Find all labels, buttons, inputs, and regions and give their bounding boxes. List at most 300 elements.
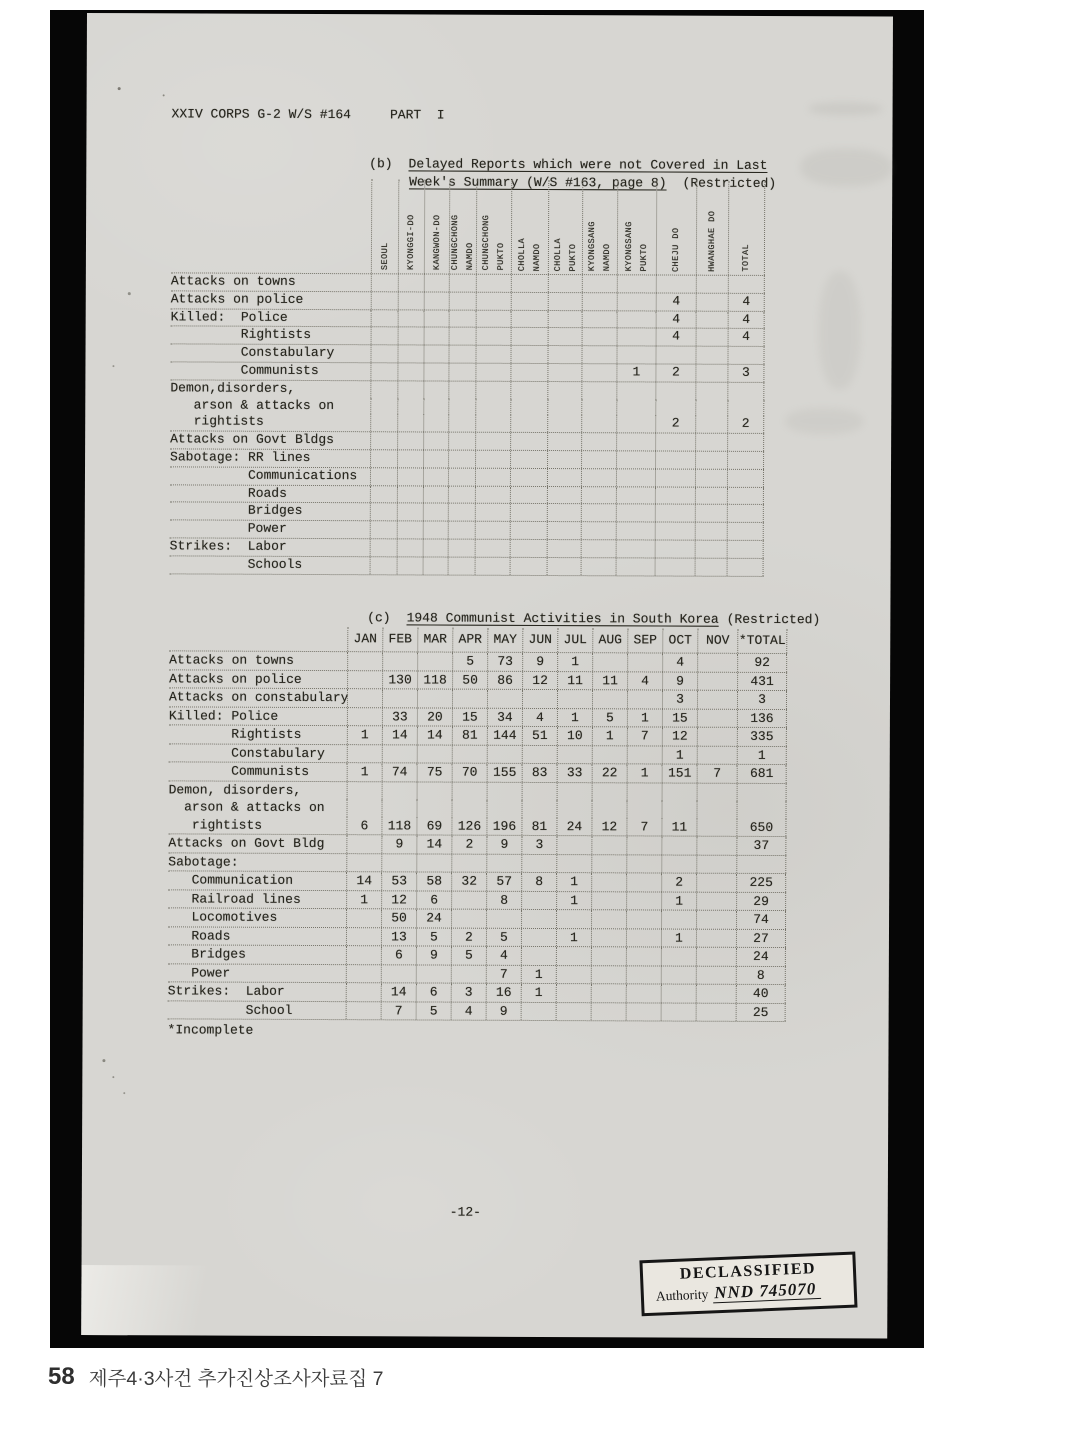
- table-cell: 2: [727, 416, 764, 433]
- table-cell: 81: [452, 727, 487, 745]
- table-cell: 5: [486, 928, 521, 946]
- table-cell: 50: [452, 671, 487, 689]
- table-cell: [347, 671, 382, 689]
- table-cell: 3: [451, 984, 486, 1002]
- table-cell: [448, 486, 475, 503]
- table-cell: [696, 329, 728, 346]
- table-cell: [522, 782, 557, 800]
- row-label: School: [167, 1001, 293, 1018]
- table-cell: [347, 652, 382, 670]
- declassified-stamp: [639, 1251, 857, 1316]
- table-cell: [557, 746, 592, 764]
- table-cell: [510, 382, 547, 399]
- table-cell: [416, 799, 451, 817]
- table-cell: [591, 910, 626, 928]
- table-cell: [727, 487, 764, 504]
- table-cell: [370, 363, 397, 380]
- table-cell: [475, 451, 510, 468]
- table-cell: [656, 275, 696, 292]
- row-label: Demon,disorders,: [170, 380, 296, 396]
- row-label: Roads: [167, 927, 231, 944]
- table-cell: [476, 328, 511, 345]
- table-cell: 2: [661, 874, 696, 892]
- column-header-label: SEOUL: [379, 242, 390, 271]
- table-cell: [476, 310, 511, 327]
- table-cell: [581, 451, 616, 468]
- table-cell: 12: [591, 818, 626, 836]
- table-cell: [449, 310, 476, 327]
- table-cell: 3: [737, 691, 787, 709]
- table-cell: 74: [736, 911, 786, 929]
- table-cell: [475, 433, 510, 450]
- table-cell: [556, 910, 591, 928]
- table-cell: [616, 433, 655, 450]
- table-cell: [695, 365, 727, 382]
- table-cell: [616, 347, 655, 364]
- table-cell: [727, 452, 764, 469]
- row-label: Railroad lines: [168, 890, 301, 907]
- table-cell: [487, 745, 522, 763]
- table-cell: [616, 522, 655, 539]
- column-header: [417, 627, 452, 651]
- table-cell: 24: [736, 948, 786, 966]
- table-cell: [582, 311, 617, 328]
- table-cell: 3: [662, 691, 697, 709]
- table-cell: [627, 783, 662, 801]
- table-cell: 118: [417, 671, 452, 689]
- book-caption: [48, 1363, 383, 1391]
- table-cell: [370, 557, 397, 574]
- table-cell: 5: [592, 709, 627, 727]
- table-cell: 118: [381, 817, 416, 835]
- table-cell: 4: [728, 329, 765, 346]
- table-cell: [547, 522, 581, 539]
- table-cell: [423, 398, 448, 415]
- table-cell: [617, 293, 656, 310]
- table-cell: 9: [522, 653, 557, 671]
- column-header-label: OCT: [668, 632, 693, 648]
- table-cell: [510, 433, 547, 450]
- row-label: Attacks on constabulary: [168, 689, 349, 706]
- row-label: Roads: [169, 484, 287, 501]
- table-cell: [370, 468, 397, 485]
- table-cell: [448, 415, 475, 432]
- table-cell: [728, 276, 765, 293]
- table-cell: [592, 690, 627, 708]
- table-cell: [397, 504, 423, 521]
- table-cell: 11: [661, 818, 696, 836]
- table-cell: [581, 540, 616, 557]
- table-cell: [398, 274, 424, 291]
- stamp-authority-value: NND 745070: [712, 1279, 821, 1303]
- table-cell: [510, 558, 547, 575]
- table-cell: [346, 799, 381, 817]
- delayed-reports-table: [170, 178, 766, 576]
- table-cell: [696, 818, 736, 836]
- table-cell: [370, 504, 397, 521]
- table-cell: [521, 910, 556, 928]
- table-cell: 1: [556, 892, 591, 910]
- table-cell: [697, 691, 737, 709]
- section-c-label: (c): [367, 610, 391, 626]
- table-cell: [424, 292, 449, 309]
- table-cell: [382, 652, 417, 670]
- row-label: Attacks on towns: [170, 273, 296, 289]
- table-cell: 86: [487, 671, 522, 689]
- table-cell: 15: [452, 708, 487, 726]
- table-cell: [616, 469, 655, 486]
- column-header: [511, 180, 548, 274]
- table-cell: 14: [381, 983, 416, 1001]
- table-cell: 50: [381, 909, 416, 927]
- column-header-label: KYONGGI-DO: [405, 214, 417, 271]
- row-label: Constabulary: [170, 344, 335, 361]
- table-cell: 1: [662, 746, 697, 764]
- table-cell: 11: [557, 672, 592, 690]
- row-label: rightists: [168, 816, 263, 833]
- table-cell: 650: [736, 818, 786, 836]
- table-cell: [475, 398, 510, 415]
- table-cell: [382, 689, 417, 707]
- table-cell: [448, 398, 475, 415]
- column-header-label: CHUNGCHONG NAMDO: [449, 215, 476, 271]
- table-cell: [475, 486, 510, 503]
- table-cell: [397, 539, 423, 556]
- table-cell: [591, 984, 626, 1002]
- paper-speck: [128, 292, 131, 295]
- table-cell: [582, 293, 617, 310]
- table-cell: 74: [382, 763, 417, 781]
- table-cell: [423, 504, 448, 521]
- table-cell: [547, 504, 581, 521]
- table-cell: [661, 837, 696, 855]
- table-cell: [521, 928, 556, 946]
- table-cell: 2: [655, 364, 695, 381]
- table-cell: [737, 783, 787, 801]
- table-cell: [547, 415, 581, 432]
- column-header: [617, 180, 656, 274]
- row-label: Schools: [169, 556, 303, 572]
- table-cell: [581, 522, 616, 539]
- table-cell: [547, 469, 581, 486]
- table-cell: [510, 346, 547, 363]
- row-label: arson & attacks on: [170, 396, 335, 413]
- table-cell: 20: [417, 708, 452, 726]
- table-cell: [592, 783, 627, 801]
- table-cell: [423, 522, 448, 539]
- column-header-label: JAN: [353, 631, 378, 647]
- table-cell: [370, 521, 397, 538]
- page-number: -12-: [449, 1204, 482, 1220]
- table-cell: [547, 433, 581, 450]
- table-cell: [370, 486, 397, 503]
- table-cell: [695, 434, 727, 451]
- table-cell: [661, 801, 696, 819]
- table-cell: [547, 487, 581, 504]
- table-cell: 1: [521, 984, 556, 1002]
- table-cell: [371, 310, 398, 327]
- table-cell: [448, 433, 475, 450]
- table-cell: 33: [382, 708, 417, 726]
- column-header: [522, 628, 557, 652]
- table-cell: 144: [487, 727, 522, 745]
- table-cell: [424, 274, 449, 291]
- column-header: [627, 628, 662, 652]
- table-cell: [655, 347, 695, 364]
- row-label: Attacks on police: [170, 291, 304, 307]
- table-cell: [697, 728, 737, 746]
- table-cell: [397, 433, 423, 450]
- column-header: [347, 627, 382, 651]
- table-cell: [423, 486, 448, 503]
- table-cell: [662, 783, 697, 801]
- table-cell: [556, 855, 591, 873]
- column-header-label: MAY: [493, 631, 518, 647]
- row-label: Power: [169, 520, 287, 537]
- column-header: [398, 179, 424, 273]
- column-header: [382, 627, 417, 651]
- table-cell: [626, 836, 661, 854]
- table-cell: [581, 382, 616, 399]
- table-cell: [423, 363, 448, 380]
- table-cell: [661, 948, 696, 966]
- table-cell: [556, 947, 591, 965]
- table-cell: 69: [416, 817, 451, 835]
- table-cell: [511, 275, 548, 292]
- table-cell: [591, 966, 626, 984]
- table-cell: [591, 800, 626, 818]
- table-cell: [370, 415, 397, 432]
- table-cell: [591, 947, 626, 965]
- table-cell: [696, 801, 736, 819]
- table-cell: [448, 364, 475, 381]
- table-cell: [382, 782, 417, 800]
- table-cell: [448, 381, 475, 398]
- bleedthrough-mark: [809, 102, 883, 115]
- table-cell: [727, 434, 764, 451]
- column-header-label: *TOTAL: [738, 632, 786, 649]
- table-cell: 53: [381, 872, 416, 890]
- table-cell: [582, 275, 617, 292]
- section-c-restricted: (Restricted): [726, 611, 821, 628]
- table-cell: [398, 310, 424, 327]
- table-cell: 40: [736, 985, 786, 1003]
- table-cell: [591, 929, 626, 947]
- table-cell: [661, 855, 696, 873]
- paper-speck: [118, 87, 121, 90]
- table-cell: [581, 346, 616, 363]
- table-cell: 8: [486, 891, 521, 909]
- column-header: [696, 181, 728, 275]
- table-cell: [736, 855, 786, 873]
- row-label: Constabulary: [168, 744, 325, 761]
- table-cell: [727, 383, 764, 400]
- table-cell: [626, 947, 661, 965]
- table-cell: [423, 450, 448, 467]
- table-cell: [417, 782, 452, 800]
- row-label: Rightists: [170, 326, 312, 343]
- column-header-label: CHEJU DO: [670, 227, 682, 272]
- table-cell: 1: [737, 746, 787, 764]
- column-header: [557, 628, 592, 652]
- table-cell: [371, 292, 398, 309]
- table-cell: 33: [557, 764, 592, 782]
- table-cell: [475, 557, 510, 574]
- table-cell: [511, 310, 548, 327]
- table-cell: 70: [452, 764, 487, 782]
- bleedthrough-mark: [800, 148, 892, 186]
- table-cell: [448, 504, 475, 521]
- table-cell: [547, 382, 581, 399]
- column-header: [476, 180, 511, 274]
- table-cell: [397, 468, 423, 485]
- paper-speck: [102, 1059, 105, 1062]
- column-header-label: KANGWON-DO: [431, 214, 442, 271]
- table-cell: [626, 892, 661, 910]
- table-cell: [451, 854, 486, 872]
- table-cell: 4: [451, 1002, 486, 1020]
- table-cell: [370, 345, 397, 362]
- section-b-restricted: (Restricted): [682, 175, 777, 192]
- table-cell: [510, 398, 547, 415]
- paper-fold: [81, 1265, 251, 1336]
- row-label: Communications: [169, 467, 358, 483]
- table-cell: 1: [347, 763, 382, 781]
- table-cell: [522, 690, 557, 708]
- table-cell: 9: [486, 1002, 521, 1020]
- table-cell: [521, 854, 556, 872]
- row-label: Killed: Police: [170, 308, 288, 325]
- row-label: Communication: [168, 872, 294, 888]
- column-header: [728, 181, 765, 275]
- table-cell: [627, 653, 662, 671]
- table-cell: [548, 328, 582, 345]
- column-header: [592, 628, 627, 652]
- table-cell: 11: [592, 672, 627, 690]
- table-cell: [417, 689, 452, 707]
- table-cell: [451, 965, 486, 983]
- table-cell: [475, 381, 510, 398]
- table-cell: 1: [661, 892, 696, 910]
- table-cell: [347, 782, 382, 800]
- table-cell: [521, 800, 556, 818]
- row-label: rightists: [170, 413, 264, 430]
- table-cell: 5: [416, 928, 451, 946]
- table-cell: [397, 398, 423, 415]
- table-cell: [727, 505, 764, 522]
- table-cell: 32: [451, 873, 486, 891]
- table-cell: [397, 450, 423, 467]
- table-cell: [423, 539, 448, 556]
- table-cell: 9: [381, 835, 416, 853]
- row-label: Attacks on towns: [169, 652, 295, 668]
- table-cell: [697, 746, 737, 764]
- table-cell: 4: [656, 329, 696, 346]
- table-cell: 225: [736, 874, 786, 892]
- section-b-title-line1: Delayed Reports which were not Covered in Last: [408, 156, 768, 173]
- table-cell: [475, 504, 510, 521]
- table-cell: [696, 855, 736, 873]
- row-label: Communists: [168, 763, 310, 779]
- row-label: Communists: [170, 362, 319, 378]
- table-cell: [556, 800, 591, 818]
- table-cell: [727, 559, 764, 576]
- table-cell: [697, 654, 737, 672]
- column-header: [697, 629, 737, 653]
- table-cell: [696, 293, 728, 310]
- table-cell: [511, 328, 548, 345]
- table-cell: 126: [451, 817, 486, 835]
- table-cell: [557, 783, 592, 801]
- column-header: [737, 629, 787, 653]
- table-cell: [381, 799, 416, 817]
- table-cell: [616, 505, 655, 522]
- table-cell: 9: [486, 836, 521, 854]
- table-cell: [370, 398, 397, 415]
- table-cell: 4: [728, 311, 765, 328]
- table-cell: 9: [662, 672, 697, 690]
- table-cell: 75: [417, 763, 452, 781]
- table-cell: [397, 557, 423, 574]
- table-cell: [548, 275, 582, 292]
- table-cell: 196: [486, 817, 521, 835]
- table-cell: [695, 452, 727, 469]
- table-cell: [449, 292, 476, 309]
- table-cell: [582, 329, 617, 346]
- table-cell: [397, 381, 423, 398]
- table-cell: [397, 522, 423, 539]
- table-cell: [617, 329, 656, 346]
- column-header-label: HWANGHAE DO: [706, 210, 718, 272]
- column-header-label: TOTAL: [740, 244, 751, 272]
- table-cell: [417, 652, 452, 670]
- table-cell: [695, 541, 727, 558]
- table-cell: 7: [486, 965, 521, 983]
- table-cell: [475, 415, 510, 432]
- table-cell: [423, 415, 448, 432]
- table-cell: 57: [486, 873, 521, 891]
- table-cell: [346, 1002, 381, 1020]
- header-spacer: [171, 178, 371, 273]
- table-cell: 4: [486, 947, 521, 965]
- table-b-body: [170, 272, 765, 576]
- table-cell: [556, 966, 591, 984]
- table-cell: [451, 910, 486, 928]
- table-cell: [486, 800, 521, 818]
- header-spacer: [169, 626, 347, 651]
- table-cell: 6: [416, 983, 451, 1001]
- table-cell: [452, 745, 487, 763]
- book-page-number: 58: [48, 1363, 75, 1390]
- table-cell: [616, 382, 655, 399]
- table-cell: 8: [736, 966, 786, 984]
- table-cell: 6: [346, 817, 381, 835]
- table-cell: 14: [346, 872, 381, 890]
- table-cell: 5: [416, 1002, 451, 1020]
- table-cell: [696, 948, 736, 966]
- table-cell: [547, 364, 581, 381]
- table-cell: [655, 505, 695, 522]
- table-cell: 14: [417, 726, 452, 744]
- table-cell: [381, 965, 416, 983]
- table-cell: [451, 800, 486, 818]
- table-cell: [510, 415, 547, 432]
- table-cell: [548, 311, 582, 328]
- table-cell: 12: [522, 671, 557, 689]
- table-cell: [346, 983, 381, 1001]
- table-cell: [370, 432, 397, 449]
- table-cell: [521, 1002, 556, 1020]
